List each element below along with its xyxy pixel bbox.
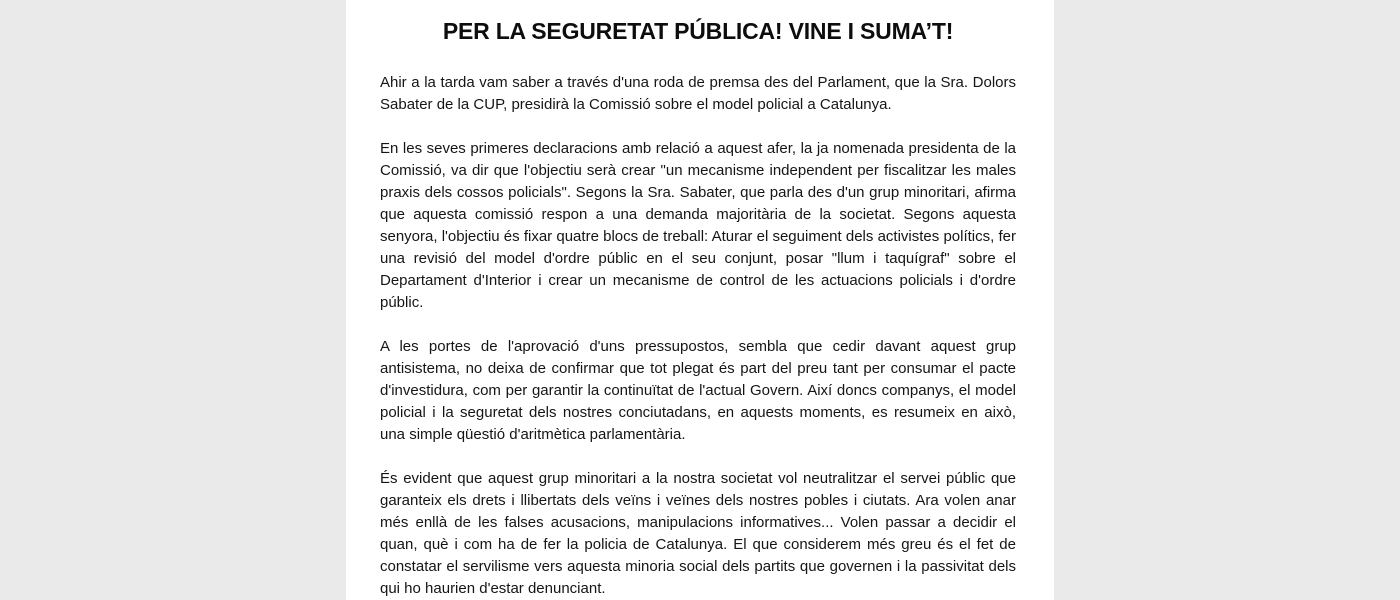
document-paragraph: Ahir a la tarda vam saber a través d'una roda de premsa des del Parlament, que la Sra. Dolors Sabater de la CUP, presidirà la Comissió sobre el model policial a Catalunya. (380, 74, 1016, 113)
document-paragraph: És evident que aquest grup minoritari a la nostra societat vol neutralitzar el servei públic que garanteix els drets i llibertats dels veïns i veïnes dels nostres pobles i ciutats. Ara volen anar més enllà de les falses acusacions, manipulacions informatives... Volen passar a decidir el quan, què i com ha de fer la policia de Catalunya. El que considerem més greu és el fet de constatar el servilisme vers aquesta minoria social dels partits que governen i la passivitat dels qui ho haurien d'estar denunciant. (380, 470, 1016, 597)
document-title: PER LA SEGURETAT PÚBLICA! VINE I SUMA’T! (442, 18, 954, 44)
document-paragraph: En les seves primeres declaracions amb relació a aquest afer, la ja nomenada presidenta de la Comissió, va dir que l'objectiu serà crear "un mecanisme independent per fiscalitzar les males praxis dels cossos policials". Segons la Sra. Sabater, que parla des d'un grup minoritari, afirma que aquesta comissió respon a una demanda majoritària de la societat. Segons aquesta senyora, l'objectiu és fixar quatre blocs de treball: Aturar el seguiment dels activistes polítics, fer una revisió del model d'ordre públic en el seu conjunt, posar "llum i taquígraf" sobre el Departament d'Interior i crear un mecanisme de control de les actuacions policials i d'ordre públic. (380, 140, 1016, 311)
document-paragraph: A les portes de l'aprovació d'uns pressupostos, sembla que cedir davant aquest grup antisistema, no deixa de confirmar que tot plegat és part del preu tant per consumar el pacte d'investidura, com per garantir la continuïtat de l'actual Govern. Així doncs companys, el model policial i la seguretat dels nostres conciutadans, en aquests moments, es resumeix en això, una simple qüestió d'aritmètica parlamentària. (380, 338, 1016, 443)
document-page (346, 0, 1054, 600)
